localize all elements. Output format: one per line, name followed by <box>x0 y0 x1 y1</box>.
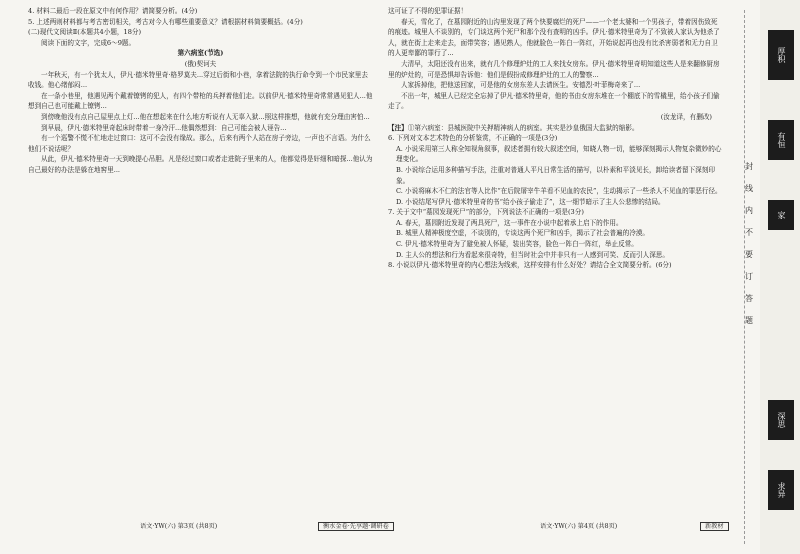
question-7-option: D. 主人公的想法和行为看起来很奇特，但当时社会中并非只有一人感到可笑、反而引人深思。 <box>396 250 669 259</box>
question-7-option: C. 伊凡·德米特里奇为了避免被人怀疑，装出笑容，脸色一阵白一阵红，举止反常。 <box>396 240 638 249</box>
strip-label: 深思 <box>768 400 794 440</box>
seal-label: 内 <box>745 206 753 215</box>
translator-signature: (汝龙译，有删改) <box>660 112 712 121</box>
question-8-stem: 8. 小说以伊凡·德米特里奇的内心想法为线索，这样安排有什么好处？请结合全文简要分析。(6分) <box>388 261 672 270</box>
left-column <box>28 6 373 176</box>
story-title: 第六病室(节选) <box>177 49 224 58</box>
question-6-stem: 6. 下列对文本艺术特色的分析鉴赏，不正确的一项是(3分) <box>388 134 558 143</box>
question-6-option: D. 小说结尾写伊凡·德米特里奇的书“给小孩子偷走了”，这一细节暗示了主人公悲惨的结局。 <box>396 197 665 206</box>
footer-left-page: 语文·YW(六) 第3页 (共8页) <box>140 523 218 530</box>
question-4: 4. 材料二最后一段在原文中有何作用？请简要分析。(4分) <box>28 7 198 15</box>
strip-label: 厚积 <box>768 30 794 80</box>
question-7-option: B. 城里人精神极度空虚，不谈别的，专谈这两个死尸和凶手，揭示了社会普遍的冷漠。 <box>396 229 650 238</box>
seal-label: 答 <box>745 294 753 303</box>
story-author: (俄)契诃夫 <box>184 59 217 68</box>
story-paragraph: 不出一年，城里人已经完全忘掉了伊凡·德米特里奇，他的书由女房东堆在一个棚底下的雪橇里，给小孩子们偷走了。 <box>388 91 720 111</box>
question-7-option: A. 春天，墓园附近发现了两具死尸，这一事件在小说中起着承上启下的作用。 <box>396 218 623 227</box>
footnote-label: 【注】 <box>388 123 408 132</box>
question-6-option: B. 小说综合运用多种描写手法，注重对普通人平凡日常生活的描写，以朴素和平淡见长，卸给读者留下深刻印象。 <box>396 165 715 185</box>
footer-center-badge <box>318 522 394 532</box>
seal-label: 订 <box>745 272 753 281</box>
footer-right-page: 语文·YW(六) 第4页 (共8页) <box>540 523 618 530</box>
right-column <box>388 6 722 271</box>
story-paragraph: 到傍晚他没有点自己屋里点上灯...他在想起来在什么地方听说有人无辜入狱...照这样推想，他就有充分理由害怕... <box>41 112 370 121</box>
strip-label: 求异 <box>768 470 794 510</box>
question-5: 5. 上述两则材料都与考古密切相关，考古对今人有哪些重要意义？请根据材料简要概括。(4分) <box>28 17 303 26</box>
decorative-side-strip <box>760 0 800 554</box>
seal-label: 要 <box>745 250 753 259</box>
question-6-option: C. 小说将麻木不仁的法官等人比作“在后院屠宰牛羊看不见血的农民”，生动揭示了一些杀人不见血的罪恶行径。 <box>396 187 722 196</box>
story-paragraph: 人家拆掉他，把他送回家，可是他的女房东差人去请医生。安德烈·叶菲梅奇来了... <box>401 81 641 90</box>
story-paragraph: 到早晨，伊凡·德米特里奇起床时带着一身冷汗...他偶然想到：自己可能会被人诬告... <box>41 123 287 132</box>
instruction: 阅读下面的文字，完成6～9题。 <box>41 38 136 47</box>
binding-seal-labels <box>742 160 756 336</box>
footer-center-box: 衡水金卷·先享题·调研卷 <box>318 522 394 531</box>
seal-label: 不 <box>745 228 753 237</box>
story-paragraph: 有一个巡警不慌不忙地走过窗口：这可不会没有缘故。那么，后来有两个人站在房子旁边，一声也不言语。为什么他们不说话呢？ <box>28 134 371 153</box>
story-paragraph: 春天，雪化了，在墓园附近的山沟里发现了两个快要腐烂的死尸——一个老太婆和一个男孩子，带着因伤致死的痕迹。城里人不谈别的，专门谈这两个死尸和那个没有查明的凶手。伊凡·德米特里奇为了不致被人家认为他杀了人，就在街上走来走去，面带笑容；遇见熟人，他就脸色一阵白一阵红，开始说起再也没有比杀害弱者和无力自卫的人更卑鄙的罪行了... <box>388 17 720 58</box>
question-6-option: A. 小说采用第三人称全知视角叙事，叙述者拥有较大叙述空间，知晓人物一切，能够深刻揭示人物复杂微妙的心理变化。 <box>396 144 722 164</box>
story-paragraph: 从此，伊凡·德米特里奇一天到晚提心吊胆。凡是经过窗口或者走进院子里来的人，他都觉得是奸细和暗探...他认为自己最好的办法是躲在地窖里... <box>28 155 373 174</box>
seal-label: 题 <box>745 316 753 325</box>
seal-label: 线 <box>745 184 753 193</box>
footer-right-box: 新教材 <box>700 522 729 531</box>
section-heading: (二)现代文阅读Ⅱ(本题共4小题，18分) <box>28 28 142 37</box>
story-paragraph: 大清早，太阳还没有出来，就有几个修理炉灶的工人来找女房东。伊凡·德米特里奇明知道这些人是来翻修厨房里的炉灶的，可是恐惧却告诉他：他们是假扮成修理炉灶的工人的警察... <box>388 59 720 79</box>
story-paragraph: 在一条小巷里，他遇见两个戴着镣铐的犯人，有四个带枪的兵押着他们走。以前伊凡·德米特里奇常常遇见犯人...他想到自己也可能戴上镣铐... <box>28 91 373 111</box>
story-paragraph: 一年秋天，有一个犹太人，伊凡·德米特里奇·格罗莫夫...穿过后街和小巷，拿着法院的执行命令到一个市民家里去收钱。他心绪郁闷... <box>28 70 368 90</box>
strip-label: 有恒 <box>768 120 794 160</box>
seal-label: 封 <box>745 162 753 171</box>
question-7-stem: 7. 关于文中“墓园发现死尸”的部分，下列说法不正确的一项是(3分) <box>388 208 584 217</box>
footnote-text: ①第六病室：县城医院中关押精神病人的病室。其实是沙皇俄国大监狱的缩影。 <box>407 123 639 132</box>
story-continuation: 这可证了不得的犯罪证据！ <box>388 7 468 15</box>
footer-right-badge <box>700 522 729 532</box>
strip-label: 家 <box>768 200 794 230</box>
footnote <box>388 123 722 134</box>
